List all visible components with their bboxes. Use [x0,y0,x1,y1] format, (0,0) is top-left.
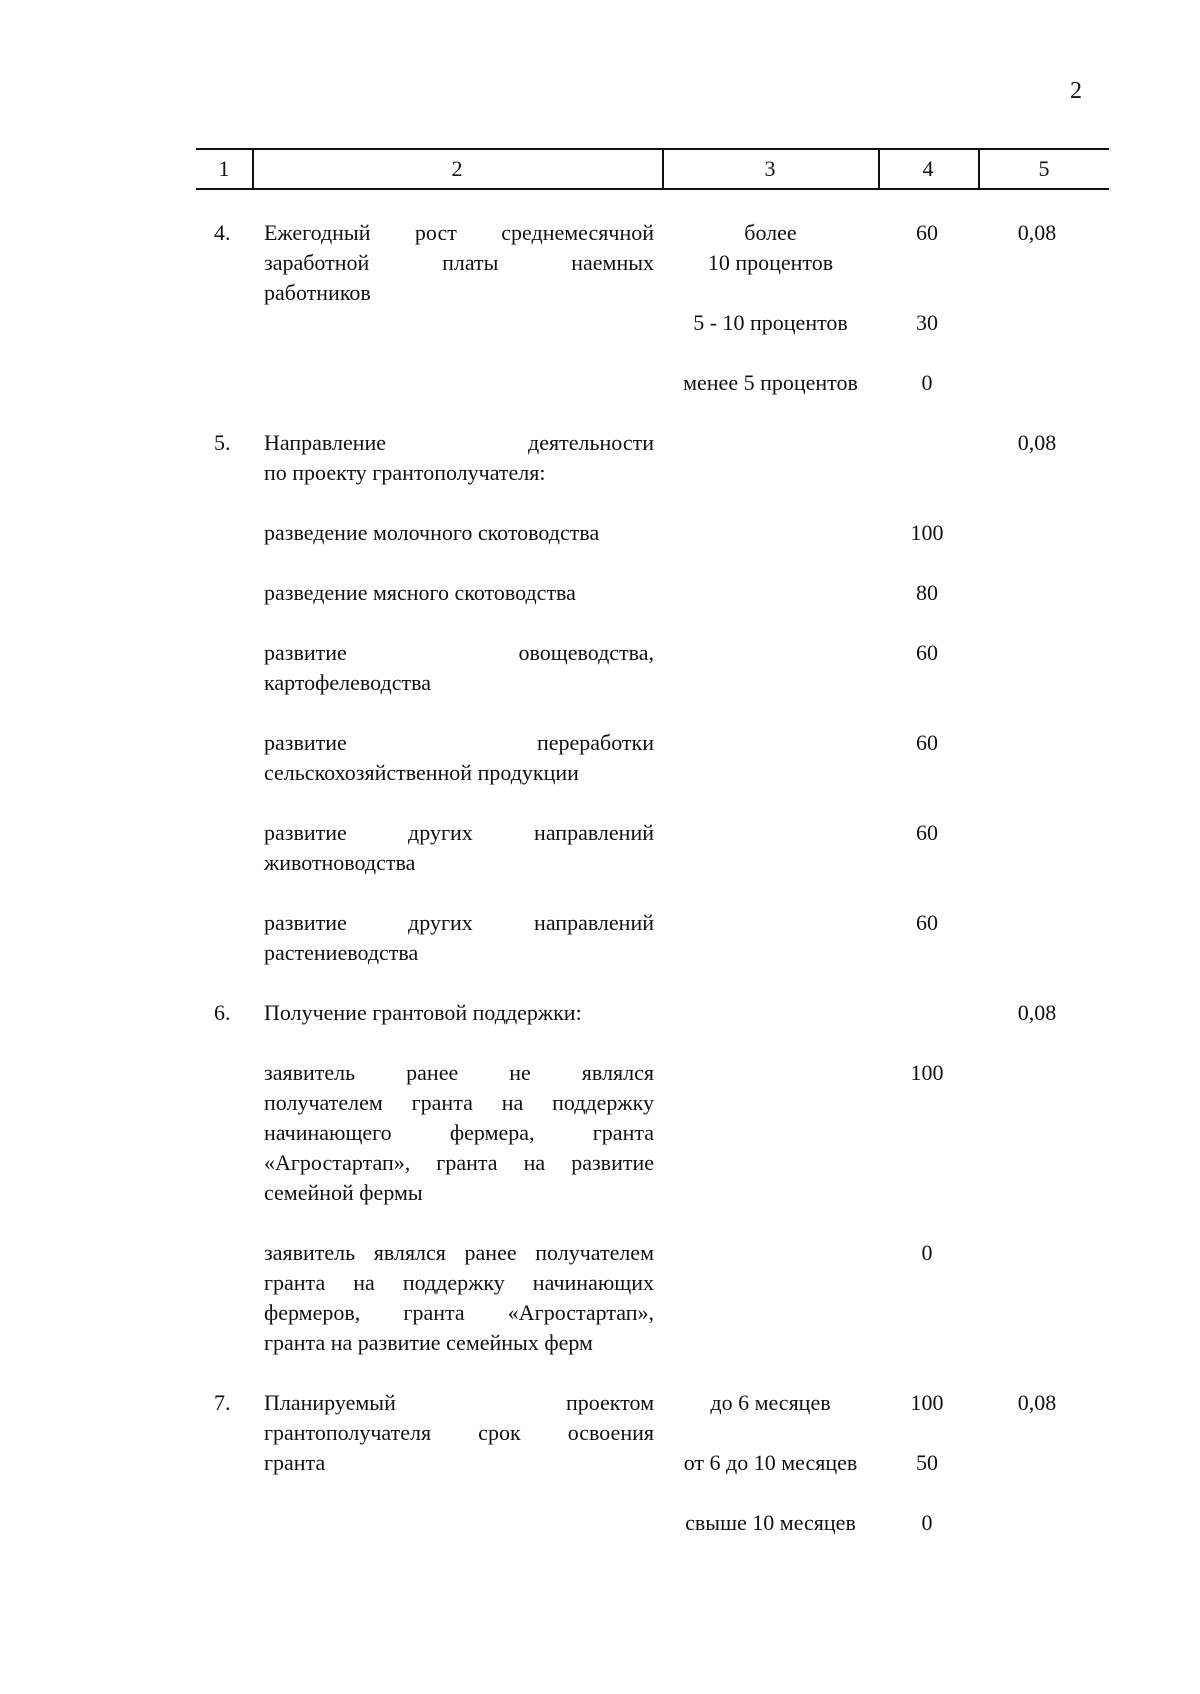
score-value: 80 [916,580,938,605]
item-line: развитие других направлений [264,820,654,845]
table-header [196,148,1109,190]
item-line: развитие переработки [264,730,654,755]
list-item [264,518,654,548]
score-value: 60 [916,220,938,245]
page-number: 2 [1070,78,1082,104]
score-value: 100 [910,520,944,545]
item-line: заявитель ранее не являлся [264,1060,654,1085]
item-line: «Агростартап», гранта на развитие [264,1150,654,1175]
description-line: заработной платы наемных [264,250,654,275]
item-line: развитие других направлений [264,910,654,935]
item-line: семейной фермы [264,1180,423,1205]
description-line: гранта [264,1450,326,1475]
list-item [264,638,654,698]
criterion-line: 10 процентов [707,250,834,275]
criterion-value [663,218,878,278]
item-line: животноводства [264,850,416,875]
header-col-3: 3 [764,156,776,181]
row-description [264,218,654,308]
list-item [264,1058,654,1208]
list-item [264,908,654,968]
weight-value: 0,08 [1017,430,1057,455]
item-line: заявитель являлся ранее получателем [264,1240,654,1265]
score-value: 100 [910,1060,944,1085]
item-line: развитие овощеводства, [264,640,654,665]
score-value: 30 [916,310,938,335]
score-value: 60 [916,730,938,755]
description-line: Ежегодный рост среднемесячной [264,220,654,245]
score-value: 0 [921,1510,933,1535]
criterion-value: от 6 до 10 месяцев [683,1450,858,1475]
description-line: грантополучателя срок освоения [264,1420,654,1445]
criterion-value: менее 5 процентов [683,370,858,395]
header-col-5: 5 [1038,156,1050,181]
criterion-value: до 6 месяцев [710,1390,831,1415]
score-value: 50 [916,1450,938,1475]
score-value: 0 [921,370,933,395]
header-col-1: 1 [218,156,230,181]
description-line: Направление деятельности [264,430,654,455]
item-line: сельскохозяйственной продукции [264,760,579,785]
description-line: Получение грантовой поддержки: [264,1000,582,1025]
criterion-value: 5 - 10 процентов [693,310,848,335]
weight-value: 0,08 [1017,1390,1057,1415]
description-line: работников [264,280,371,305]
list-item [264,578,654,608]
item-line: гранта на поддержку начинающих [264,1270,654,1295]
score-value: 60 [916,910,938,935]
list-item [264,1238,654,1358]
score-value: 0 [921,1240,933,1265]
score-value: 60 [916,640,938,665]
row-number: 4. [214,220,231,245]
header-col-4: 4 [922,156,934,181]
item-line: разведение мясного скотоводства [264,580,576,605]
item-line: картофелеводства [264,670,431,695]
weight-value: 0,08 [1017,220,1057,245]
description-line: Планируемый проектом [264,1390,654,1415]
list-item [264,728,654,788]
row-description [264,998,654,1028]
row-description [264,428,654,488]
item-line: разведение молочного скотоводства [264,520,600,545]
item-line: гранта на развитие семейных ферм [264,1330,593,1355]
list-item [264,818,654,878]
description-line: по проекту грантополучателя: [264,460,546,485]
score-value: 100 [910,1390,944,1415]
weight-value: 0,08 [1017,1000,1057,1025]
item-line: растениеводства [264,940,419,965]
row-number: 6. [214,1000,231,1025]
row-number: 7. [214,1390,231,1415]
criterion-value: свыше 10 месяцев [685,1510,856,1535]
item-line: начинающего фермера, гранта [264,1120,654,1145]
score-value: 60 [916,820,938,845]
criterion-line: более [744,220,797,245]
header-col-2: 2 [451,156,463,181]
item-line: получателем гранта на поддержку [264,1090,654,1115]
row-number: 5. [214,430,231,455]
item-line: фермеров, гранта «Агростартап», [264,1300,654,1325]
row-description [264,1388,654,1478]
